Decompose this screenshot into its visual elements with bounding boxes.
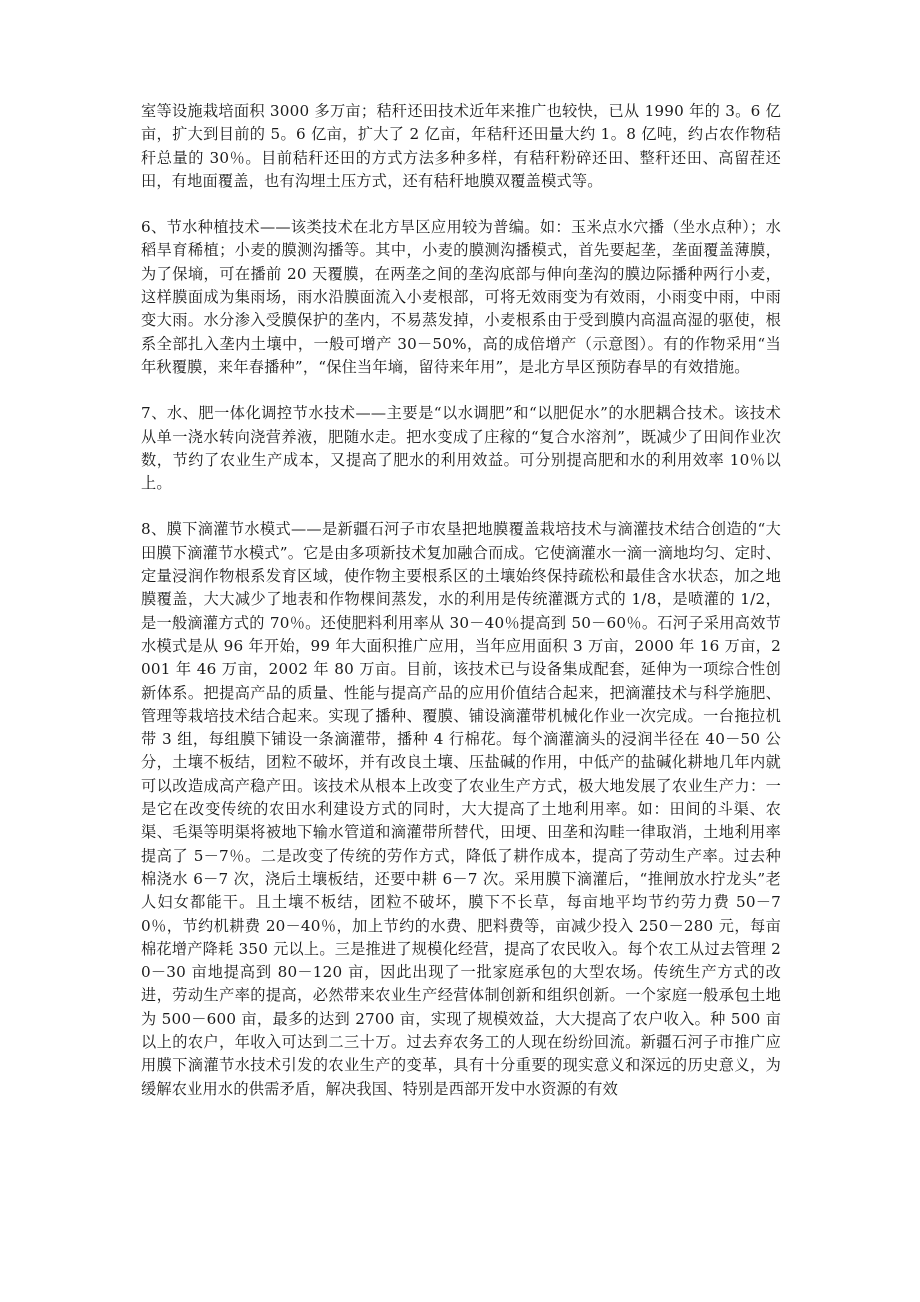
paragraph-water-fertilizer-integration: 7、水、肥一体化调控节水技术——主要是“以水调肥”和“以肥促水”的水肥耦合技术。该技术从单一浇水转向浇营养液，肥随水走。把水变成了庄稼的“复合水溶剂”，既减少了田间作业次数，节约了农业生产成本，又提高了肥水的利用效益。可分别提高肥和水的利用效率 10％以上。 [141,404,781,493]
paragraph-straw-return: 室等设施栽培面积 3000 多万亩；秸秆还田技术近年来推广也较快，已从 1990 年的 3。6 亿亩，扩大到目前的 5。6 亿亩，扩大了 2 亿亩，年秸秆还田量大约 1。8 亿吨，约占农作物秸秆总量的 30％。目前秸秆还田的方式方法多种多样，有秸秆粉碎还田、整秆还田、高留茬还田，有地面覆盖，也有沟埋土压方式，还有秸秆地膜双覆盖模式等。 [141,102,781,190]
paragraph-water-saving-planting: 6、节水种植技术——该类技术在北方旱区应用较为普编。如：玉米点水穴播（坐水点种）；水稻旱育稀植；小麦的膜测沟播等。其中，小麦的膜测沟播模式，首先要起垄，垄面覆盖薄膜，为了保墒，可在播前 20 天覆膜，在两垄之间的垄沟底部与伸向垄沟的膜边际播种两行小麦，这样膜面成为集雨场，雨水沿膜面流入小麦根部，可将无效雨变为有效雨，小雨变中雨，中雨变大雨。水分渗入受膜保护的垄内，不易蒸发掉，小麦根系由于受到膜内高温高湿的驱使，根系全部扎入垄内土壤中，一般可增产 30－50%，高的成倍增产（示意图）。有的作物采用“当年秋覆膜，来年春播种”，“保住当年墒，留待来年用”，是北方旱区预防春旱的有效措施。 [141,218,781,376]
paragraph-drip-under-film: 8、膜下滴灌节水模式——是新疆石河子市农垦把地膜覆盖栽培技术与滴灌技术结合创造的“大田膜下滴灌节水模式”。它是由多项新技术复加融合而成。它使滴灌水一滴一滴地均匀、定时、定量浸润作物根系发育区域，使作物主要根系区的土壤始终保持疏松和最佳含水状态，加之地膜覆盖，大大减少了地表和作物棵间蒸发，水的利用是传统灌溉方式的 1/8，是喷灌的 1/2，是一般滴灌方式的 70％。还使肥料利用率从 30－40％提高到 50－60％。石河子采用高效节水模式是从 96 年开始，99 年大面积推广应用，当年应用面积 3 万亩，2000 年 16 万亩，2001 年 46 万亩，2002 年 80 万亩。目前，该技术已与设备集成配套，延伸为一项综合性创新体系。把提高产品的质量、性能与提高产品的应用价值结合起来，把滴灌技术与科学施肥、管理等栽培技术结合起来。实现了播种、覆膜、铺设滴灌带机械化作业一次完成。一台拖拉机带 3 组，每组膜下铺设一条滴灌带，播种 4 行棉花。每个滴灌滴头的浸润半径在 40－50 公分，土壤不板结，团粒不破坏，并有改良土壤、压盐碱的作用，中低产的盐碱化耕地几年内就可以改造成高产稳产田。该技术从根本上改变了农业生产方式，极大地发展了农业生产力：一是它在改变传统的农田水利建设方式的同时，大大提高了土地利用率。如：田间的斗渠、农渠、毛渠等明渠将被地下输水管道和滴灌带所替代，田埂、田垄和沟畦一律取消，土地利用率提高了 5－7％。二是改变了传统的劳作方式，降低了耕作成本，提高了劳动生产率。过去种棉浇水 6－7 次，浇后土壤板结，还要中耕 6－7 次。采用膜下滴灌后，“推闸放水拧龙头”老人妇女都能干。且土壤不板结，团粒不破坏，膜下不长草，每亩地平均节约劳力费 50－70％，节约机耕费 20－40％，加上节约的水费、肥料费等，亩减少投入 250－280 元，每亩棉花增产降耗 350 元以上。三是推进了规模化经营，提高了农民收入。每个农工从过去管理 20－30 亩地提高到 80－120 亩，因此出现了一批家庭承包的大型农场。传统生产方式的改进，劳动生产率的提高，必然带来农业生产经营体制创新和组织创新。一个家庭一般承包土地为 500－600 亩，最多的达到 2700 亩，实现了规模效益，大大提高了农户收入。种 500 亩以上的农户，年收入可达到二三十万。过去弃农务工的人现在纷纷回流。新疆石河子市推广应用膜下滴灌节水技术引发的农业生产的变革，具有十分重要的现实意义和深远的历史意义，为缓解农业用水的供需矛盾，解决我国、特别是西部开发中水资源的有效 [141,520,781,1098]
document-body [141,100,781,1101]
